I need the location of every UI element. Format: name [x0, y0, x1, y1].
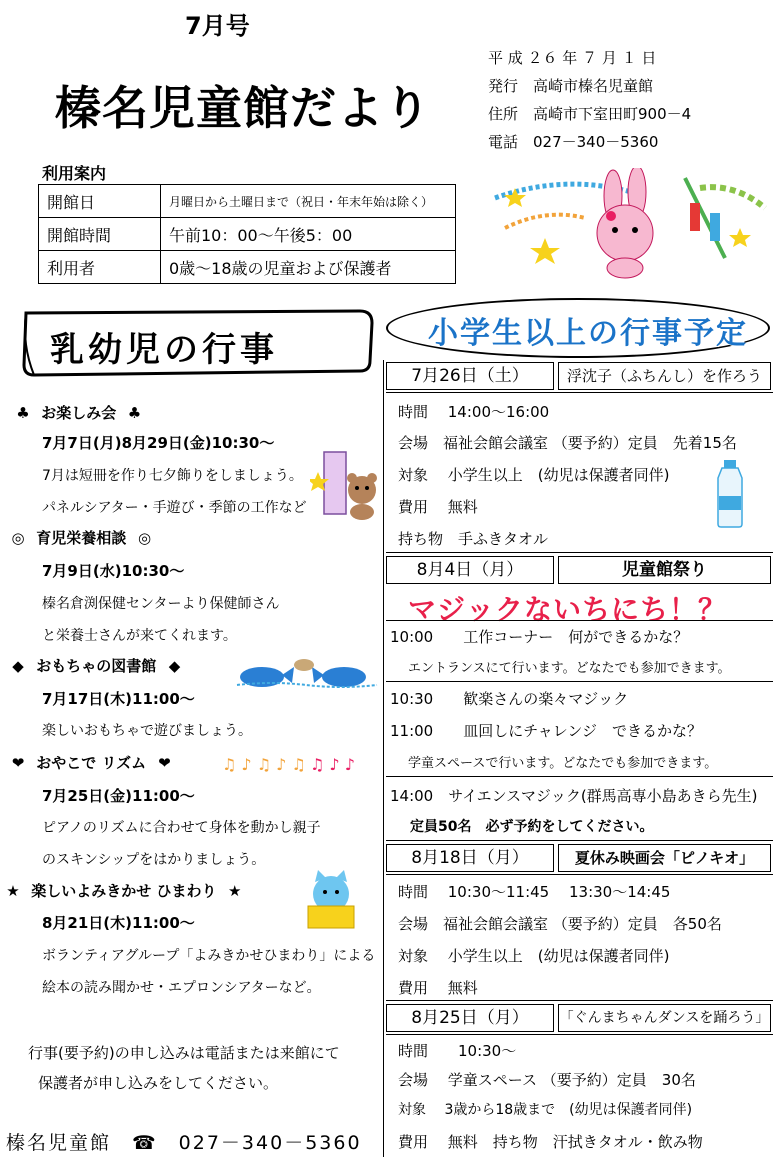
- event-title-text: お楽しみ会: [41, 404, 117, 422]
- divider: [386, 681, 773, 682]
- event-title-text: 楽しいよみきかせ ひまわり: [31, 882, 217, 900]
- club-icon: ♣: [127, 404, 142, 422]
- event-detail: 定員50名 必ず予約をしてください。: [410, 819, 654, 835]
- double-circle-icon: ◎: [137, 529, 152, 547]
- club-icon: ♣: [16, 404, 30, 422]
- bottle-illustration: [712, 460, 748, 528]
- magic-subtitle: マジックないちにち！？: [408, 593, 728, 626]
- infant-event-date: 7月9日(水)10:30～: [42, 562, 185, 580]
- event-detail: 時間 10:30～: [398, 1042, 517, 1060]
- infant-event-desc: のスキンシップをはかりましょう。: [42, 852, 266, 868]
- publisher: 発行 高崎市榛名児童館: [488, 77, 654, 95]
- star-icon: ★: [6, 882, 20, 900]
- event-detail: 費用 無料 持ち物 汗拭きタオル・飲み物: [398, 1133, 703, 1151]
- footer-phone: 榛名児童館 ☎ 027－340－5360: [6, 1132, 362, 1154]
- school-heading: 小学生以上の行事予定: [428, 316, 748, 351]
- divider: [386, 1034, 773, 1035]
- diamond-icon: ◆: [168, 657, 181, 675]
- event-date: 7月26日（土）: [386, 362, 554, 390]
- event-header: [386, 556, 771, 586]
- tanzaku-bear-illustration: [310, 442, 385, 522]
- infant-event-desc: 榛名倉渕保健センターより保健師さん: [42, 596, 280, 612]
- divider: [386, 620, 773, 621]
- event-date: 8月18日（月）: [386, 844, 554, 872]
- publication-date: 平 成 ２６ 年 ７ 月 １ 日: [488, 49, 657, 67]
- address: 住所 高崎市下室田町900－4: [488, 105, 692, 123]
- table-row: [39, 185, 456, 218]
- infant-event-date: 8月21日(木)11:00～: [42, 914, 195, 932]
- whale-illustration: [232, 655, 380, 689]
- event-detail: 10:00 工作コーナー 何ができるかな？: [390, 628, 689, 646]
- event-title-text: おやこで リズム: [36, 754, 147, 772]
- newsletter-title: 榛名児童館だより: [55, 81, 431, 135]
- infant-event-date: 7月25日(金)11:00～: [42, 787, 195, 805]
- tanabata-rabbit-illustration: [485, 168, 770, 280]
- infant-event-desc: 絵本の読み聞かせ・エプロンシアターなど。: [42, 980, 321, 996]
- guide-value: 0歳～18歳の児童および保護者: [161, 251, 456, 284]
- guide-label: 利用案内: [42, 164, 107, 183]
- guide-key: 利用者: [39, 251, 161, 284]
- event-header: [386, 844, 771, 874]
- event-detail: 会場 福祉会館会議室 （要予約）定員 各50名: [398, 915, 722, 933]
- event-detail: 費用 無料: [398, 498, 478, 516]
- reservation-notice: [28, 1038, 340, 1098]
- publication-info: [488, 44, 691, 156]
- guide-value: 午前10：00～午後5：00: [161, 218, 456, 251]
- issue-label: 7月号: [185, 12, 250, 40]
- guide-key: 開館日: [39, 185, 161, 218]
- infant-event-title: [10, 402, 147, 423]
- guide-table: [38, 184, 456, 284]
- infant-event-desc: ボランティアグループ「よみきかせひまわり」による: [42, 948, 376, 964]
- heart-icon: ❤: [11, 754, 25, 772]
- infant-event-desc: パネルシアター・手遊び・季節の工作など: [42, 500, 307, 516]
- event-detail: 時間 14:00～16:00: [398, 403, 550, 421]
- event-header: [386, 362, 771, 392]
- event-detail: 対象 小学生以上 (幼児は保護者同伴): [398, 466, 670, 484]
- infant-event-desc: と栄養士さんが来てくれます。: [42, 628, 237, 644]
- event-detail: 会場 学童スペース （要予約）定員 30名: [398, 1071, 696, 1089]
- event-detail: 10:30 歓楽さんの楽々マジック: [390, 690, 629, 708]
- event-detail: 会場 福祉会館会議室 （要予約）定員 先着15名: [398, 434, 737, 452]
- event-title: 夏休み映画会「ピノキオ」: [558, 844, 771, 872]
- table-row: [39, 251, 456, 284]
- guide-key: 開館時間: [39, 218, 161, 251]
- event-title-text: 育児栄養相談: [36, 529, 127, 547]
- event-detail: 時間 10:30～11:45 13:30～14:45: [398, 883, 671, 901]
- guide-value: 月曜日から土曜日まで（祝日・年末年始は除く）: [161, 185, 456, 218]
- event-detail: エントランスにて行います。どなたでも参加できます。: [408, 661, 731, 676]
- infant-event-date: 7月7日(月)8月29日(金)10:30～: [42, 434, 275, 452]
- divider: [386, 874, 773, 875]
- svg-text:♫ ♪ ♫ ♪ ♫: ♫ ♪ ♫ ♪ ♫: [222, 755, 306, 774]
- infant-event-desc: 7月は短冊を作り七夕飾りをしましょう。: [42, 468, 303, 484]
- divider: [386, 840, 773, 841]
- table-row: [39, 218, 456, 251]
- infant-heading: 乳幼児の行事: [50, 330, 278, 370]
- event-detail: 費用 無料: [398, 979, 478, 997]
- divider: [386, 1000, 773, 1001]
- event-date: 8月25日（月）: [386, 1004, 554, 1032]
- music-notes-illustration: [222, 752, 372, 776]
- svg-text:♫ ♪ ♪: ♫ ♪ ♪: [310, 755, 355, 774]
- divider: [386, 776, 773, 777]
- event-date: 8月4日（月）: [386, 556, 554, 584]
- notice-line: 行事(要予約)の申し込みは電話または来館にて: [28, 1044, 340, 1062]
- event-title: 浮沈子（ふちんし）を作ろう: [558, 362, 771, 390]
- event-title: 「ぐんまちゃんダンスを踊ろう」: [558, 1004, 771, 1032]
- heart-icon: ❤: [158, 754, 171, 772]
- phone: 電話 027－340－5360: [488, 133, 659, 151]
- event-detail: 11:00 皿回しにチャレンジ できるかな？: [390, 722, 703, 740]
- right-column-border: [383, 360, 384, 1157]
- star-icon: ★: [227, 882, 242, 900]
- divider: [386, 392, 773, 393]
- event-detail: 持ち物 手ふきタオル: [398, 530, 549, 548]
- infant-event-title: [0, 880, 248, 901]
- infant-event-title: [5, 752, 177, 773]
- diamond-icon: ◆: [12, 657, 24, 675]
- infant-event-desc: 楽しいおもちゃで遊びましょう。: [42, 723, 252, 739]
- event-detail: 対象 3歳から18歳まで (幼児は保護者同伴): [398, 1102, 693, 1118]
- event-detail: 14:00 サイエンスマジック(群馬高専小島あきら先生): [390, 787, 758, 805]
- cat-reading-illustration: [300, 870, 362, 932]
- event-header: [386, 1004, 771, 1034]
- event-title-text: おもちゃの図書館: [36, 657, 157, 675]
- double-circle-icon: ◎: [11, 529, 25, 547]
- infant-event-date: 7月17日(木)11:00～: [42, 690, 195, 708]
- event-detail: 学童スペースで行います。どなたでも参加できます。: [408, 756, 718, 771]
- notice-line: 保護者が申し込みをしてください。: [38, 1074, 279, 1092]
- infant-event-desc: ピアノのリズムに合わせて身体を動かし親子: [42, 820, 321, 836]
- event-detail: 対象 小学生以上 (幼児は保護者同伴): [398, 947, 670, 965]
- infant-event-title: [5, 655, 187, 676]
- divider: [386, 552, 773, 553]
- event-title: 児童館祭り: [558, 556, 771, 584]
- infant-event-title: [5, 527, 157, 548]
